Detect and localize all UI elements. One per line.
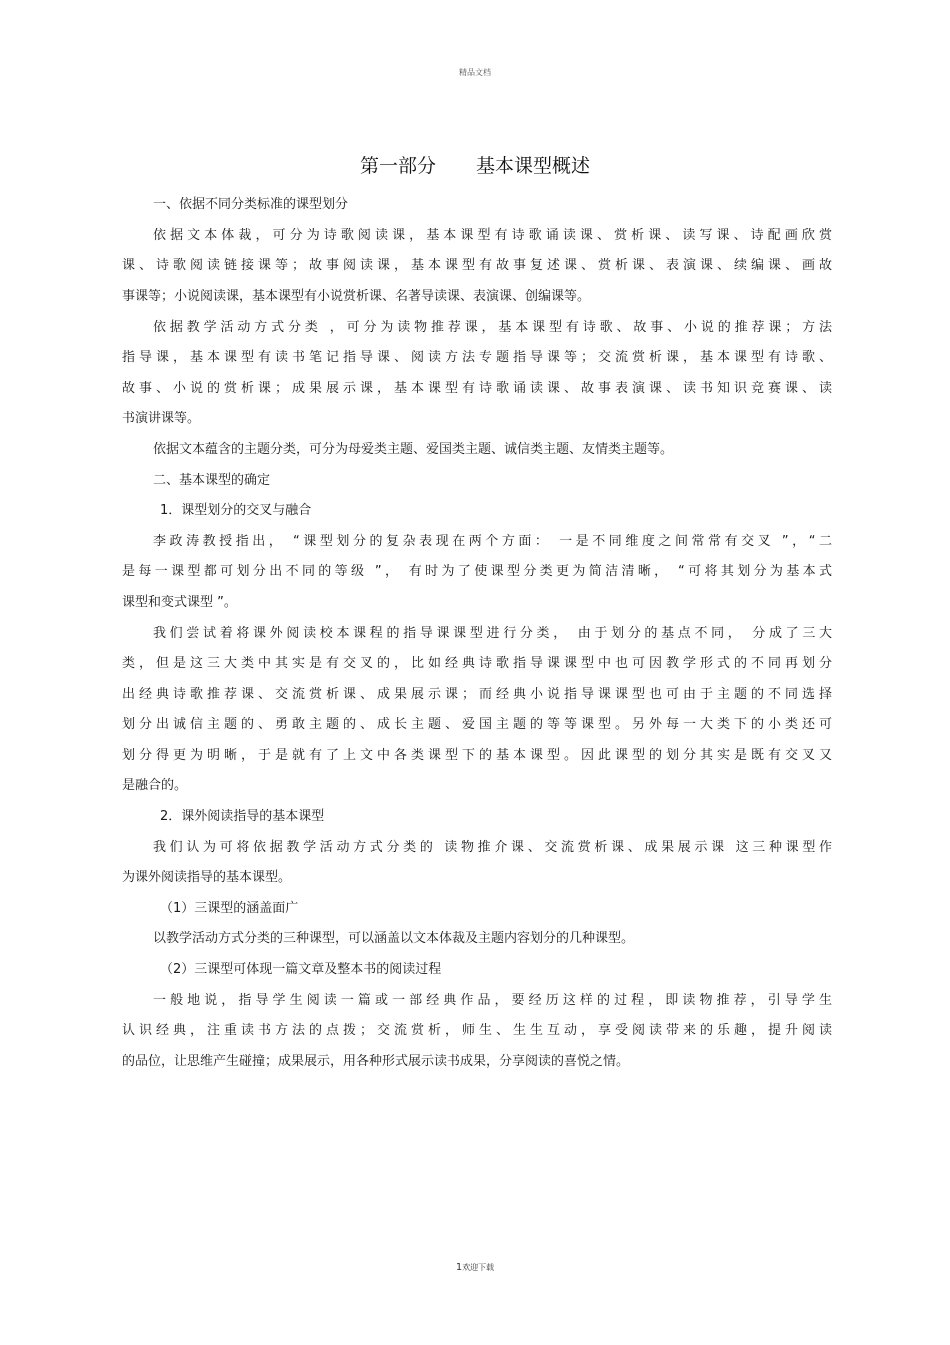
paragraph-line: 划分得更为明晰，于是就有了上文中各类课型下的基本课型。因此课型的划分其实是既有交叉又 bbox=[122, 748, 832, 763]
paragraph-line: 划分出诚信主题的、勇敢主题的、成长主题、爱国主题的等等课型。另外每一大类下的小类还可 bbox=[122, 717, 832, 732]
footer-text: 欢迎下载 bbox=[462, 1263, 495, 1272]
section-heading: 二、基本课型的确定 bbox=[153, 473, 271, 488]
section-heading: 一、依据不同分类标准的课型划分 bbox=[153, 197, 349, 212]
page-title bbox=[0, 151, 950, 178]
paragraph-line: 事课等；小说阅读课，基本课型有小说赏析课、名著导读课、表演课、创编课等。 bbox=[122, 289, 591, 304]
page-number: 1 bbox=[455, 1262, 463, 1273]
paragraph-line: 认识经典，注重读书方法的点拨；交流赏析，师生、生生互动，享受阅读带来的乐趣，提升阅读 bbox=[122, 1023, 832, 1038]
paragraph-line: 故事、小说的赏析课；成果展示课，基本课型有诗歌诵读课、故事表演课、读书知识竞赛课、读 bbox=[122, 381, 832, 396]
paragraph-line: 的品位，让思维产生碰撞；成果展示，用各种形式展示读书成果，分享阅读的喜悦之情。 bbox=[122, 1054, 630, 1069]
subsection-heading: 1．课型划分的交叉与融合 bbox=[160, 503, 312, 518]
page-header: 精品文档 bbox=[459, 68, 491, 77]
subsection-heading: （2）三课型可体现一篇文章及整本书的阅读过程 bbox=[160, 962, 442, 977]
paragraph-line: 依据文本蕴含的主题分类，可分为母爱类主题、爱国类主题、诚信类主题、友情类主题等。 bbox=[153, 442, 674, 457]
page-footer bbox=[0, 1262, 950, 1273]
paragraph-line: 为课外阅读指导的基本课型。 bbox=[122, 870, 292, 885]
paragraph-line: 课、诗歌阅读链接课等；故事阅读课，基本课型有故事复述课、赏析课、表演课、续编课、画故 bbox=[122, 258, 832, 273]
paragraph-line: 我们认为可将依据教学活动方式分类的 读物推介课、交流赏析课、成果展示课 这三种课型作 bbox=[153, 840, 832, 855]
paragraph-line: 指导课，基本课型有读书笔记指导课、阅读方法专题指导课等；交流赏析课，基本课型有诗歌、 bbox=[122, 350, 832, 365]
paragraph-line: 我们尝试着将课外阅读校本课程的指导课课型进行分类， 由于划分的基点不同， 分成了三大 bbox=[153, 626, 832, 641]
title-name: 基本课型概述 bbox=[476, 155, 591, 177]
paragraph-line: 李政涛教授指出， “课型划分的复杂表现在两个方面： 一是不同维度之间常常有交叉 ”，“二 bbox=[153, 534, 832, 549]
paragraph-line: 依据文本体裁，可分为诗歌阅读课，基本课型有诗歌诵读课、赏析课、读写课、诗配画欣赏 bbox=[153, 228, 832, 243]
paragraph-line: 出经典诗歌推荐课、交流赏析课、成果展示课；而经典小说指导课课型也可由于主题的不同选择 bbox=[122, 687, 832, 702]
paragraph-line: 依据教学活动方式分类 ，可分为读物推荐课，基本课型有诗歌、故事、小说的推荐课；方法 bbox=[153, 320, 832, 335]
paragraph-line: 是融合的。 bbox=[122, 778, 188, 793]
paragraph-line: 以教学活动方式分类的三种课型，可以涵盖以文本体裁及主题内容划分的几种课型。 bbox=[153, 931, 635, 946]
paragraph-line: 是每一课型都可划分出不同的等级 ”， 有时为了使课型分类更为简洁清晰， “可将其划分为基本式 bbox=[122, 564, 832, 579]
title-part: 第一部分 bbox=[359, 155, 436, 177]
paragraph-line: 类，但是这三大类中其实是有交叉的，比如经典诗歌指导课课型中也可因教学形式的不同再划分 bbox=[122, 656, 832, 671]
paragraph-line: 书演讲课等。 bbox=[122, 411, 201, 426]
paragraph-line: 一般地说，指导学生阅读一篇或一部经典作品，要经历这样的过程，即读物推荐，引导学生 bbox=[153, 993, 832, 1008]
paragraph-line: 课型和变式课型 ”。 bbox=[122, 595, 237, 610]
subsection-heading: （1）三课型的涵盖面广 bbox=[160, 901, 299, 916]
subsection-heading: 2．课外阅读指导的基本课型 bbox=[160, 809, 325, 824]
